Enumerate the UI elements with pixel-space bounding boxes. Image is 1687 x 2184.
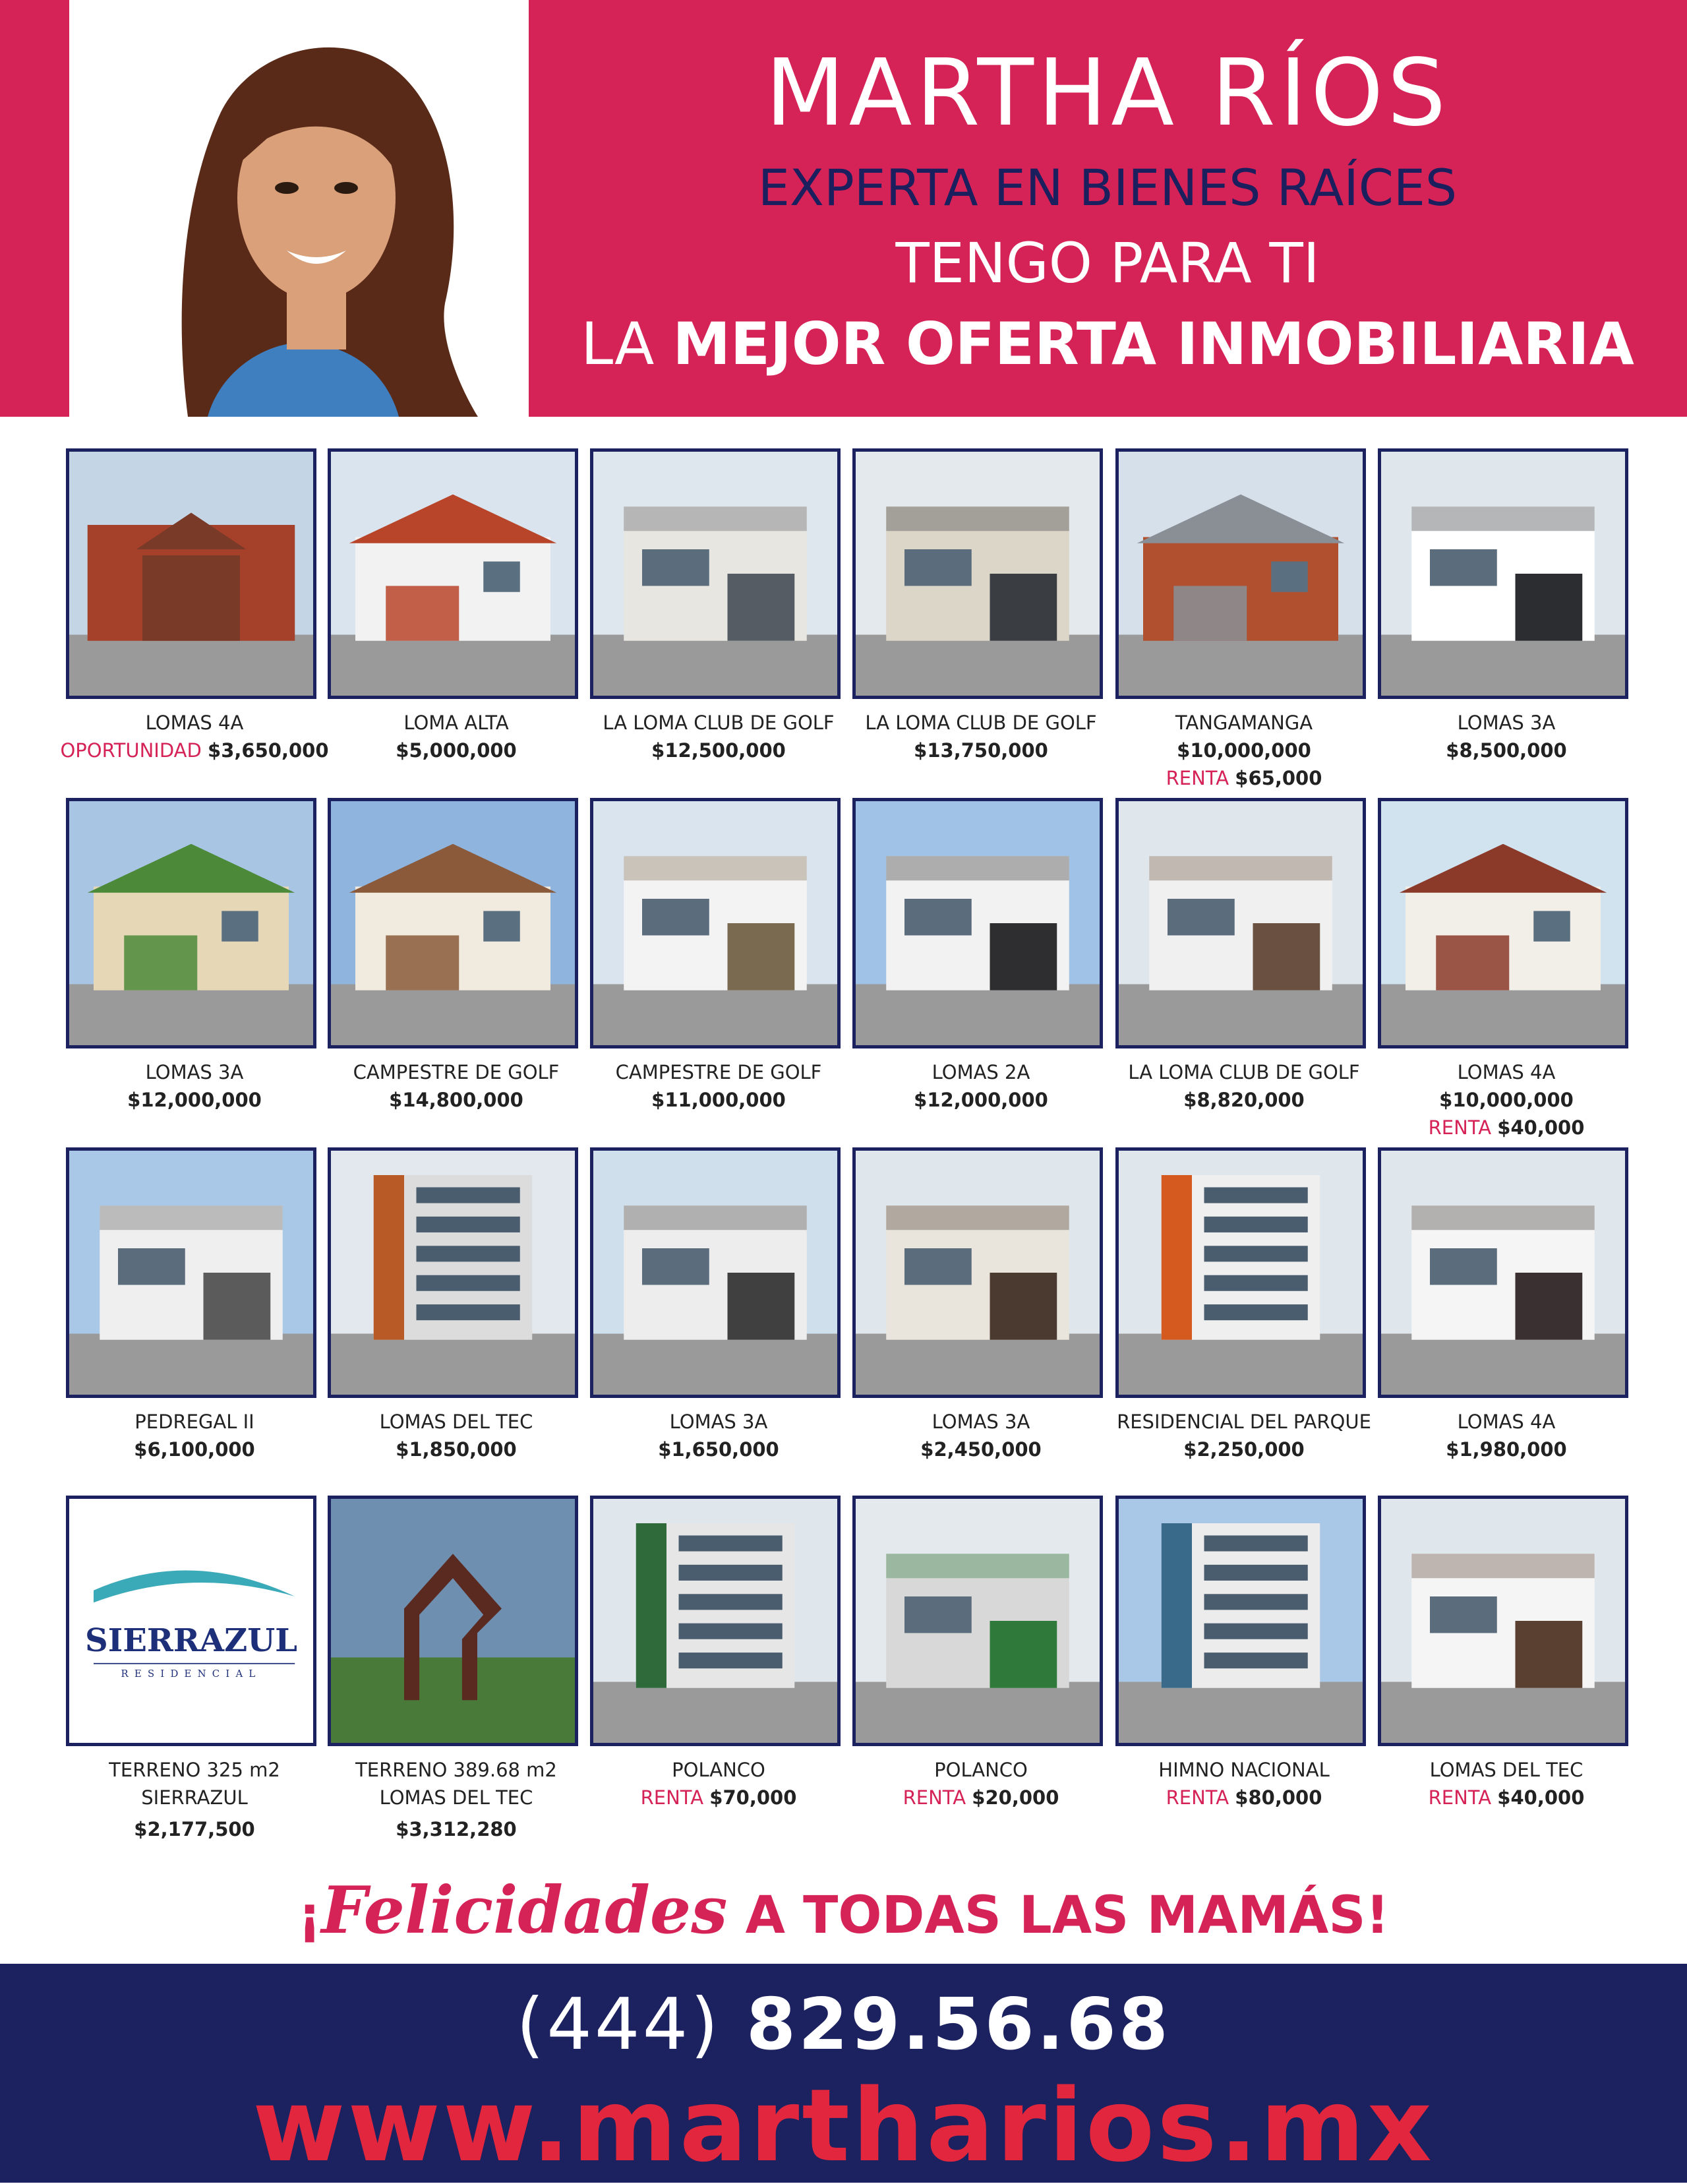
tagline-line2	[541, 310, 1674, 378]
property-caption	[1109, 1408, 1379, 1463]
property-location: LOMAS DEL TEC	[379, 1410, 533, 1433]
rent-price: $20,000	[972, 1786, 1059, 1809]
property-photo[interactable]	[1378, 798, 1628, 1048]
property-price-line	[1371, 737, 1642, 764]
property-price: $1,850,000	[396, 1438, 517, 1461]
property-caption	[1371, 709, 1642, 764]
property-location: LOMAS 3A	[1457, 712, 1556, 734]
sierrazul-logo-text: SIERRAZUL	[84, 1622, 298, 1660]
renta-tag: RENTA	[903, 1786, 966, 1809]
property-location: TANGAMANGA	[1175, 712, 1313, 734]
property-price-line	[583, 1436, 854, 1463]
greeting	[0, 1873, 1687, 1949]
oportunidad-tag: OPORTUNIDAD	[60, 739, 202, 762]
property-price-line	[1371, 1086, 1642, 1114]
property-photo[interactable]	[852, 448, 1103, 699]
property-photo[interactable]	[852, 1147, 1103, 1398]
property-price-line	[1371, 1436, 1642, 1463]
property-rent-line	[1371, 1114, 1642, 1141]
property-photo[interactable]	[590, 1147, 841, 1398]
property-location: LA LOMA CLUB DE GOLF	[1128, 1061, 1360, 1083]
property-location: LOMAS 3A	[932, 1410, 1030, 1433]
property-price-line	[1109, 1436, 1379, 1463]
property-photo[interactable]	[852, 1496, 1103, 1746]
property-price: $11,000,000	[651, 1089, 786, 1111]
property-location-2: SIERRAZUL	[141, 1786, 248, 1809]
renta-tag: RENTA	[1166, 1786, 1229, 1809]
agent-name: MARTHA RÍOS	[765, 40, 1450, 147]
property-photo[interactable]	[328, 448, 578, 699]
property-price-line	[846, 1436, 1116, 1463]
property-price-line	[59, 1815, 330, 1843]
rent-price: $70,000	[709, 1786, 797, 1809]
rent-price: $65,000	[1235, 767, 1322, 789]
property-price-line	[846, 737, 1116, 764]
property-photo[interactable]	[590, 798, 841, 1048]
property-location: HIMNO NACIONAL	[1158, 1759, 1330, 1781]
property-price: $6,100,000	[134, 1438, 255, 1461]
property-price-line	[321, 1815, 591, 1843]
area-code: (444)	[516, 1984, 721, 2066]
property-price: $1,650,000	[658, 1438, 779, 1461]
renta-tag: RENTA	[1428, 1786, 1492, 1809]
property-price: $12,000,000	[127, 1089, 262, 1111]
phone-digits: 829.56.68	[746, 1984, 1171, 2066]
property-price: $10,000,000	[1177, 739, 1311, 762]
phone-number[interactable]	[0, 1984, 1687, 2066]
property-price: $3,650,000	[208, 739, 329, 762]
property-caption	[1371, 1058, 1642, 1141]
property-photo[interactable]	[1115, 1147, 1366, 1398]
property-price-line	[583, 1086, 854, 1114]
property-price: $12,000,000	[914, 1089, 1048, 1111]
property-location: RESIDENCIAL DEL PARQUE	[1117, 1410, 1371, 1433]
property-caption	[321, 1408, 591, 1463]
property-photo[interactable]	[1115, 448, 1366, 699]
property-caption	[846, 1058, 1116, 1114]
property-location: LOMAS 3A	[669, 1410, 768, 1433]
property-rent-line	[1371, 1784, 1642, 1811]
property-price-line	[59, 1436, 330, 1463]
property-price: $2,450,000	[920, 1438, 1042, 1461]
property-photo[interactable]	[328, 1496, 578, 1746]
property-price: $5,000,000	[396, 739, 517, 762]
property-location: LOMAS 4A	[145, 712, 244, 734]
property-caption	[1109, 1058, 1379, 1114]
property-location: TERRENO 389.68 m2	[355, 1759, 557, 1781]
property-rent-line	[1109, 764, 1379, 792]
property-location: LOMAS DEL TEC	[1429, 1759, 1583, 1781]
property-location: LOMA ALTA	[403, 712, 509, 734]
greeting-script: Felicidades	[321, 1873, 728, 1949]
property-location: LOMAS 4A	[1457, 1061, 1556, 1083]
property-caption	[583, 1058, 854, 1114]
property-caption	[583, 709, 854, 764]
property-rent-line	[583, 1784, 854, 1811]
property-caption	[321, 709, 591, 764]
property-price-line	[321, 737, 591, 764]
sierrazul-logo[interactable]	[66, 1496, 316, 1746]
property-caption	[1109, 1756, 1379, 1811]
property-location: CAMPESTRE DE GOLF	[615, 1061, 822, 1083]
property-photo[interactable]	[852, 798, 1103, 1048]
property-location: LOMAS 4A	[1457, 1410, 1556, 1433]
property-price: $3,312,280	[396, 1818, 517, 1840]
property-caption	[846, 709, 1116, 764]
property-price: $1,980,000	[1446, 1438, 1567, 1461]
greeting-open: ¡	[297, 1886, 322, 1945]
renta-tag: RENTA	[640, 1786, 704, 1809]
rent-price: $40,000	[1497, 1786, 1585, 1809]
property-photo[interactable]	[590, 448, 841, 699]
property-caption	[321, 1756, 591, 1843]
property-price-line	[59, 1086, 330, 1114]
property-caption	[583, 1756, 854, 1811]
property-location: LOMAS 3A	[145, 1061, 244, 1083]
property-price: $2,177,500	[134, 1818, 255, 1840]
property-price: $10,000,000	[1439, 1089, 1574, 1111]
property-location-2: LOMAS DEL TEC	[379, 1786, 533, 1809]
property-location: LA LOMA CLUB DE GOLF	[865, 712, 1097, 734]
tagline-bold: MEJOR OFERTA INMOBILIARIA	[672, 310, 1634, 378]
property-photo[interactable]	[1115, 1496, 1366, 1746]
property-photo[interactable]	[328, 1147, 578, 1398]
renta-tag: RENTA	[1166, 767, 1229, 789]
property-photo[interactable]	[1378, 1496, 1628, 1746]
property-caption	[321, 1058, 591, 1114]
property-caption	[846, 1408, 1116, 1463]
property-location: LA LOMA CLUB DE GOLF	[603, 712, 835, 734]
property-price: $14,800,000	[389, 1089, 523, 1111]
property-price-line	[321, 1436, 591, 1463]
agent-portrait	[69, 0, 529, 417]
property-photo[interactable]	[1115, 798, 1366, 1048]
property-photo[interactable]	[1378, 1147, 1628, 1398]
property-caption	[59, 1756, 330, 1843]
property-caption	[846, 1756, 1116, 1811]
property-location: PEDREGAL II	[134, 1410, 254, 1433]
property-price-line	[321, 1086, 591, 1114]
property-price-line	[583, 737, 854, 764]
property-caption	[59, 1408, 330, 1463]
agent-title: EXPERTA EN BIENES RAÍCES	[757, 158, 1458, 217]
property-photo[interactable]	[66, 1147, 316, 1398]
property-caption	[59, 709, 330, 764]
property-price: $8,820,000	[1183, 1089, 1305, 1111]
property-price: $2,250,000	[1183, 1438, 1305, 1461]
property-location: CAMPESTRE DE GOLF	[353, 1061, 560, 1083]
property-caption	[1371, 1756, 1642, 1811]
property-caption	[59, 1058, 330, 1114]
property-caption	[583, 1408, 854, 1463]
renta-tag: RENTA	[1428, 1116, 1492, 1139]
property-photo[interactable]	[590, 1496, 841, 1746]
tagline-prefix: LA	[581, 310, 655, 378]
tagline-line1: TENGO PARA TI	[895, 231, 1320, 295]
property-location: POLANCO	[934, 1759, 1028, 1781]
property-location: TERRENO 325 m2	[109, 1759, 280, 1781]
property-price-line	[59, 737, 330, 764]
property-price-line	[846, 1086, 1116, 1114]
property-photo[interactable]	[66, 798, 316, 1048]
property-price: $12,500,000	[651, 739, 786, 762]
property-photo[interactable]	[328, 798, 578, 1048]
property-rent-line	[846, 1784, 1116, 1811]
greeting-close: !	[1365, 1886, 1390, 1945]
property-price-line	[1109, 1086, 1379, 1114]
website-link[interactable]: www.martharios.mx	[252, 2067, 1435, 2184]
property-price: $13,750,000	[914, 739, 1048, 762]
property-caption	[1109, 709, 1379, 792]
property-photo[interactable]	[1378, 448, 1628, 699]
greeting-rest: A TODAS LAS MAMÁS	[745, 1886, 1366, 1945]
property-price: $8,500,000	[1446, 739, 1567, 762]
sierrazul-logo-subtext: RESIDENCIAL	[121, 1668, 262, 1680]
rent-price: $40,000	[1497, 1116, 1585, 1139]
property-photo[interactable]	[66, 448, 316, 699]
property-location: LOMAS 2A	[932, 1061, 1030, 1083]
property-location: POLANCO	[672, 1759, 765, 1781]
rent-price: $80,000	[1235, 1786, 1322, 1809]
property-rent-line	[1109, 1784, 1379, 1811]
property-caption	[1371, 1408, 1642, 1463]
property-price-line	[1109, 737, 1379, 764]
